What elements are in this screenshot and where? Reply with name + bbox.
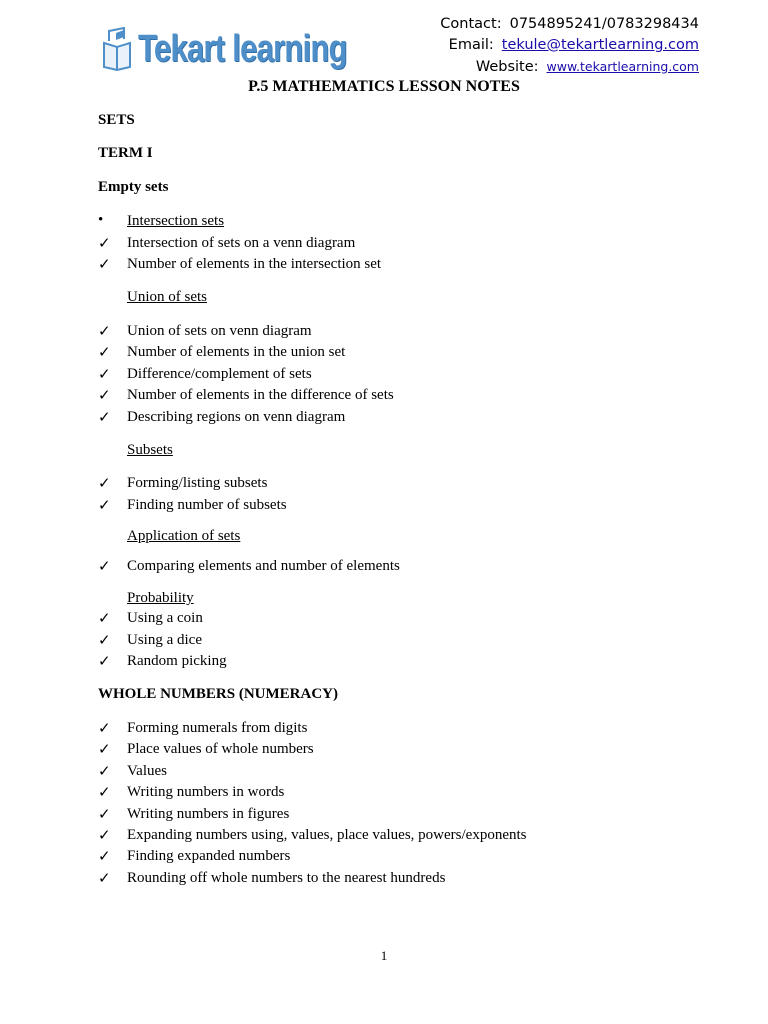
check-mark-icon: ✓ bbox=[98, 476, 111, 492]
list-item: Number of elements in the difference of sets bbox=[127, 387, 394, 403]
list-item: Writing numbers in figures bbox=[127, 806, 290, 822]
list-item: Forming numerals from digits bbox=[127, 720, 308, 736]
check-mark-icon: ✓ bbox=[98, 367, 111, 383]
heading-whole-numbers: WHOLE NUMBERS (NUMERACY) bbox=[98, 686, 338, 702]
list-item: Using a coin bbox=[127, 610, 203, 626]
subheading-application: Application of sets bbox=[127, 528, 241, 544]
check-mark-icon: ✓ bbox=[98, 721, 111, 737]
list-item: Finding expanded numbers bbox=[127, 848, 291, 864]
check-mark-icon: ✓ bbox=[98, 764, 111, 780]
list-item: Difference/complement of sets bbox=[127, 366, 312, 382]
book-logo-icon bbox=[100, 27, 134, 71]
heading-term: TERM I bbox=[98, 145, 153, 161]
check-mark-icon: ✓ bbox=[98, 611, 111, 627]
contact-block bbox=[440, 14, 699, 78]
check-mark-icon: ✓ bbox=[98, 785, 111, 801]
check-mark-icon: ✓ bbox=[98, 807, 111, 823]
list-item: Describing regions on venn diagram bbox=[127, 409, 346, 425]
check-mark-icon: ✓ bbox=[98, 257, 111, 273]
email-row bbox=[440, 35, 699, 56]
check-mark-icon: ✓ bbox=[98, 849, 111, 865]
bullet-dot-icon: • bbox=[98, 212, 104, 228]
list-item: Intersection of sets on a venn diagram bbox=[127, 235, 356, 251]
website-label: Website: bbox=[475, 59, 539, 75]
subheading-subsets: Subsets bbox=[127, 442, 173, 458]
list-item: Union of sets on venn diagram bbox=[127, 323, 312, 339]
heading-empty-sets: Empty sets bbox=[98, 179, 169, 195]
check-mark-icon: ✓ bbox=[98, 345, 111, 361]
check-mark-icon: ✓ bbox=[98, 633, 111, 649]
logo-text: Tekart learning bbox=[138, 27, 347, 70]
subheading-union: Union of sets bbox=[127, 289, 207, 305]
list-item: Number of elements in the union set bbox=[127, 344, 346, 360]
list-item: Comparing elements and number of elements bbox=[127, 558, 400, 574]
list-item: Values bbox=[127, 763, 167, 779]
subheading-intersection: Intersection sets bbox=[127, 213, 225, 229]
list-item: Place values of whole numbers bbox=[127, 741, 314, 757]
list-item: Rounding off whole numbers to the nearest hundreds bbox=[127, 870, 446, 886]
contact-label: Contact: bbox=[440, 16, 502, 32]
heading-sets: SETS bbox=[98, 112, 135, 128]
check-mark-icon: ✓ bbox=[98, 498, 111, 514]
check-mark-icon: ✓ bbox=[98, 828, 111, 844]
website-row bbox=[440, 56, 699, 78]
logo bbox=[100, 26, 393, 72]
list-item: Finding number of subsets bbox=[127, 497, 287, 513]
list-item: Using a dice bbox=[127, 632, 202, 648]
email-link[interactable]: tekule@tekartlearning.com bbox=[501, 37, 699, 53]
subheading-probability: Probability bbox=[127, 590, 194, 606]
check-mark-icon: ✓ bbox=[98, 324, 111, 340]
website-link[interactable]: www.tekartlearning.com bbox=[546, 59, 699, 74]
list-item: Expanding numbers using, values, place values, powers/exponents bbox=[127, 827, 527, 843]
check-mark-icon: ✓ bbox=[98, 236, 111, 252]
email-label: Email: bbox=[448, 37, 494, 53]
check-mark-icon: ✓ bbox=[98, 654, 111, 670]
check-mark-icon: ✓ bbox=[98, 388, 111, 404]
list-item: Number of elements in the intersection set bbox=[127, 256, 382, 272]
contact-row bbox=[440, 14, 699, 35]
page-title: P.5 MATHEMATICS LESSON NOTES bbox=[248, 78, 520, 95]
check-mark-icon: ✓ bbox=[98, 742, 111, 758]
check-mark-icon: ✓ bbox=[98, 559, 111, 575]
list-item: Writing numbers in words bbox=[127, 784, 285, 800]
check-mark-icon: ✓ bbox=[98, 871, 111, 887]
check-mark-icon: ✓ bbox=[98, 410, 111, 426]
contact-value: 0754895241/0783298434 bbox=[509, 16, 699, 32]
list-item: Forming/listing subsets bbox=[127, 475, 268, 491]
list-item: Random picking bbox=[127, 653, 227, 669]
page-number: 1 bbox=[380, 948, 388, 963]
